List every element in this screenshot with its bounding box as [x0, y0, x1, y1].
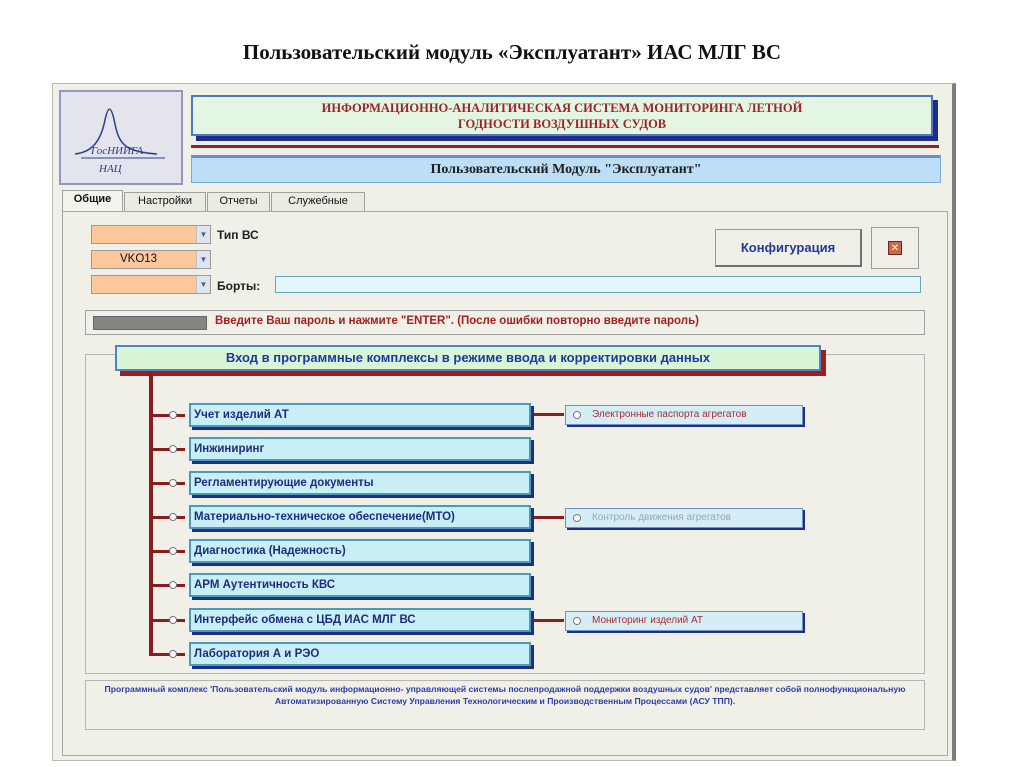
- module-button-pilot-authenticity[interactable]: АРМ Аутентичность КВС: [189, 573, 531, 597]
- sub-module-electronic-passports[interactable]: [565, 405, 803, 425]
- close-button[interactable]: [871, 227, 919, 269]
- banner-line-2: ГОДНОСТИ ВОЗДУШНЫХ СУДОВ: [457, 117, 667, 131]
- boards-label: Борты:: [217, 279, 261, 293]
- system-banner: [191, 95, 933, 136]
- branch-line: [149, 550, 185, 553]
- tab-reports[interactable]: Отчеты: [207, 192, 270, 211]
- combo-2[interactable]: [91, 250, 211, 269]
- chevron-down-icon[interactable]: ▼: [196, 251, 210, 268]
- password-prompt: Введите Ваш пароль и нажмите "ENTER". (После ошибки повторно введите пароль): [215, 315, 699, 327]
- tab-service[interactable]: Служебные: [271, 192, 365, 211]
- banner-divider: [191, 145, 939, 148]
- logo-name: ГосНИИГА: [91, 145, 144, 157]
- aircraft-type-label: Тип ВС: [217, 228, 259, 242]
- password-input[interactable]: [93, 316, 207, 330]
- module-radio[interactable]: [169, 547, 177, 555]
- module-radio[interactable]: [169, 479, 177, 487]
- module-button-logistics[interactable]: Материально-техническое обеспечение(МТО): [189, 505, 531, 529]
- close-icon: ✕: [888, 241, 902, 255]
- sub-module-radio[interactable]: [573, 617, 581, 625]
- branch-line: [149, 619, 185, 622]
- chevron-down-icon[interactable]: ▼: [196, 226, 210, 243]
- combo-2-value: VKO13: [120, 253, 158, 265]
- sub-module-radio[interactable]: [573, 411, 581, 419]
- chevron-down-icon[interactable]: ▼: [196, 276, 210, 293]
- tab-general[interactable]: Общие: [62, 190, 123, 212]
- app-window: [52, 83, 956, 761]
- module-button-regulatory-docs[interactable]: Регламентирующие документы: [189, 471, 531, 495]
- module-button-engineering[interactable]: Инжиниринг: [189, 437, 531, 461]
- sub-module-radio[interactable]: [573, 514, 581, 522]
- module-radio[interactable]: [169, 581, 177, 589]
- logo: [59, 90, 183, 185]
- sub-link-line: [534, 516, 564, 519]
- module-radio[interactable]: [169, 445, 177, 453]
- sub-module-label: Мониторинг изделий АТ: [592, 615, 704, 626]
- branch-line: [149, 482, 185, 485]
- module-radio[interactable]: [169, 411, 177, 419]
- configuration-button[interactable]: Конфигурация: [715, 229, 862, 267]
- sub-link-line: [534, 619, 564, 622]
- logo-curve-icon: [61, 92, 185, 187]
- tab-settings[interactable]: Настройки: [124, 192, 206, 211]
- slide-title: Пользовательский модуль «Эксплуатант» ИАС МЛГ ВС: [242, 40, 782, 64]
- sub-module-asset-monitoring[interactable]: [565, 611, 803, 631]
- branch-line: [149, 653, 185, 656]
- module-radio[interactable]: [169, 616, 177, 624]
- module-radio[interactable]: [169, 650, 177, 658]
- module-title: Пользовательский Модуль "Эксплуатант": [191, 155, 941, 183]
- banner-line-1: ИНФОРМАЦИОННО-АНАЛИТИЧЕСКАЯ СИСТЕМА МОНИТОРИНГА ЛЕТНОЙ: [321, 101, 803, 115]
- password-panel: [85, 310, 925, 335]
- module-button-data-exchange[interactable]: Интерфейс обмена с ЦБД ИАС МЛГ ВС: [189, 608, 531, 632]
- combo-3[interactable]: [91, 275, 211, 294]
- logo-subname: НАЦ: [99, 163, 122, 175]
- branch-line: [149, 448, 185, 451]
- combo-1[interactable]: [91, 225, 211, 244]
- branch-line: [149, 516, 185, 519]
- modules-group-title: Вход в программные комплексы в режиме ввода и корректировки данных: [115, 345, 821, 371]
- branch-line: [149, 584, 185, 587]
- sub-module-movement-control[interactable]: [565, 508, 803, 528]
- branch-line: [149, 414, 185, 417]
- footer-description: Программный комплекс 'Пользовательский модуль информационно- управляющей системы послепродажной поддержки воздушных судов' представляет собой полнофункциональную Автоматизированную Систему Управления Технологическим и Производственным Процессами (АСУ ТПП).: [85, 680, 925, 730]
- module-radio[interactable]: [169, 513, 177, 521]
- sub-module-label: Электронные паспорта агрегатов: [592, 409, 747, 420]
- module-button-diagnostics[interactable]: Диагностика (Надежность): [189, 539, 531, 563]
- sub-link-line: [534, 413, 564, 416]
- module-button-laboratory[interactable]: Лаборатория А и РЭО: [189, 642, 531, 666]
- boards-input[interactable]: [275, 276, 921, 293]
- sub-module-label: Контроль движения агрегатов: [592, 512, 731, 523]
- module-button-asset-accounting[interactable]: Учет изделий АТ: [189, 403, 531, 427]
